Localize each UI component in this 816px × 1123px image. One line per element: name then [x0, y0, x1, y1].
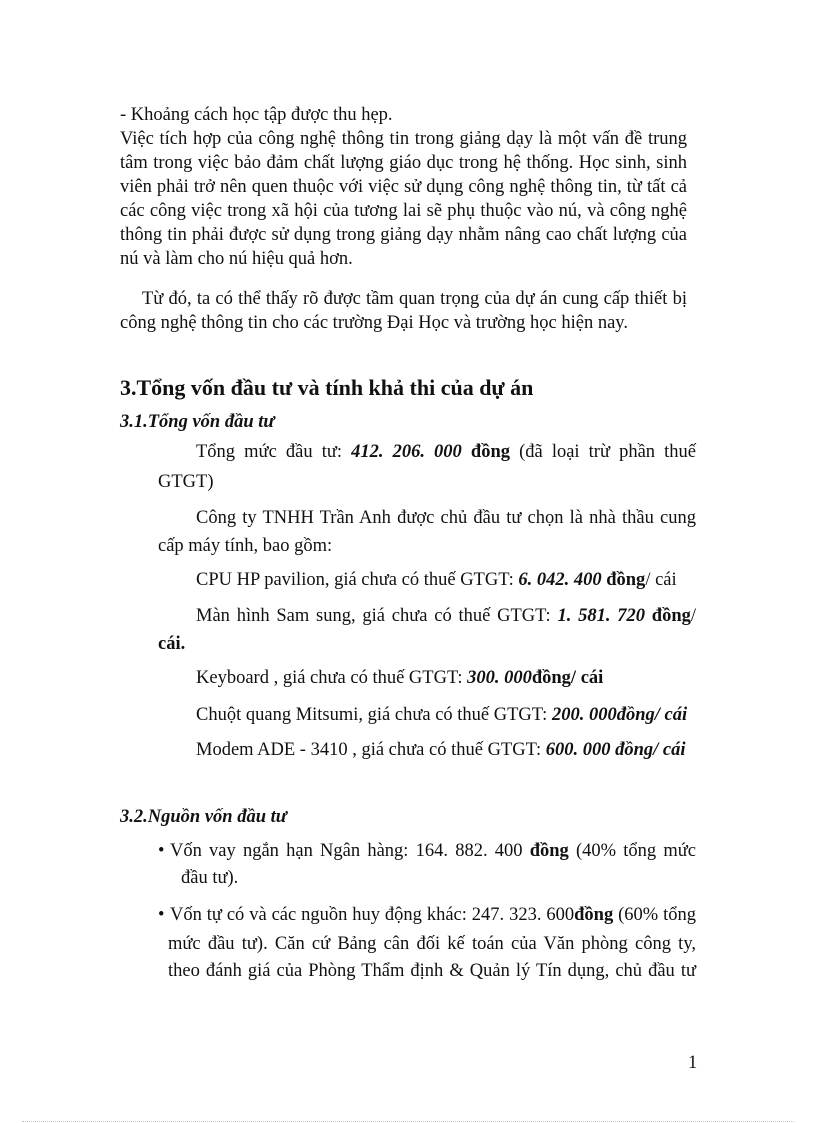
bullet-line-wrap: mức đầu tư). Căn cứ Bảng cân đối kế toán của Văn phòng công ty, [168, 934, 696, 954]
bullet-icon: • [158, 905, 165, 925]
item-suffix: / [690, 606, 696, 626]
bullet-bold: đồng [529, 841, 569, 861]
item-keyboard [196, 666, 603, 690]
item-unit: đồng/ cái [531, 668, 604, 688]
page-number: 1 [688, 1053, 698, 1073]
paragraph-line: thông tin phải được sử dụng trong giảng dạy nhằm nâng cao chất lượng của [120, 225, 687, 245]
item-price: 1. 581. 720 [557, 606, 645, 626]
bullet-text: (60% tổng [613, 905, 696, 925]
contractor-line: cấp máy tính, bao gồm: [158, 536, 333, 556]
item-label: Chuột quang Mitsumi, giá chưa có thuế GTGT: [196, 705, 552, 725]
bullet-text: (40% tổng mức [568, 841, 697, 861]
intro-line: - Khoảng cách học tập được thu hẹp. [120, 105, 393, 125]
paragraph-line: viên phải trở nên quen thuộc với việc sử dụng công nghệ thông tin, từ tất cả [120, 177, 687, 197]
paragraph-line: Từ đó, ta có thể thấy rõ được tầm quan trọng của dự án cung cấp thiết bị [142, 289, 687, 309]
total-investment-line [196, 440, 696, 464]
item-price: 200. 000 [551, 705, 617, 725]
paragraph-line: các công việc trong xã hội của tương lai sẽ phụ thuộc vào nú, và công nghệ [120, 201, 687, 221]
footer-divider [22, 1121, 794, 1122]
item-label: Màn hình Sam sung, giá chưa có thuế GTGT: [196, 606, 558, 626]
total-label: Tổng mức đầu tư: [196, 442, 352, 462]
item-unit: đồng [601, 570, 646, 590]
paragraph-line: Việc tích hợp của công nghệ thông tin trong giảng dạy là một vấn đề trung [120, 129, 687, 149]
item-modem [196, 738, 686, 762]
contractor-line: Công ty TNHH Trần Anh được chủ đầu tư chọn là nhà thầu cung [196, 508, 696, 528]
total-unit: đồng [461, 442, 510, 462]
bullet-text: Vốn tự có và các nguồn huy động khác: 247. 323. 600 [170, 905, 575, 925]
paragraph-line: nú và làm cho nú hiệu quả hơn. [120, 249, 353, 269]
item-mouse [196, 703, 687, 727]
item-unit: đồng/ cái [616, 705, 688, 725]
bullet-line [170, 839, 696, 863]
subsection-heading: 3.2.Nguồn vốn đầu tư [120, 807, 287, 827]
subsection-heading: 3.1.Tổng vốn đầu tư [120, 412, 275, 432]
item-monitor-wrap: cái. [158, 634, 186, 654]
paragraph-line: tâm trong việc bảo đảm chất lượng giáo dục trong hệ thống. Học sinh, sinh [120, 153, 687, 173]
item-label: Modem ADE - 3410 , giá chưa có thuế GTGT: [196, 740, 546, 760]
total-value: 412. 206. 000 [351, 442, 462, 462]
item-label: CPU HP pavilion, giá chưa có thuế GTGT: [196, 570, 519, 590]
paragraph-line: công nghệ thông tin cho các trường Đại Học và trường học hiện nay. [120, 313, 628, 333]
bullet-line [170, 903, 696, 927]
item-cpu [196, 568, 677, 592]
item-label: Keyboard , giá chưa có thuế GTGT: [196, 668, 468, 688]
item-monitor [196, 604, 696, 628]
item-unit: đồng/ cái [610, 740, 686, 760]
item-suffix: / cái [645, 570, 677, 590]
bullet-line-wrap: đầu tư). [181, 868, 239, 888]
item-price: 600. 000 [545, 740, 611, 760]
item-unit: đồng [645, 606, 691, 626]
bullet-line-wrap: theo đánh giá của Phòng Thẩm định & Quản lý Tín dụng, chủ đầu tư [168, 961, 696, 981]
bullet-text: Vốn vay ngắn hạn Ngân hàng: 164. 882. 400 [170, 841, 530, 861]
total-note: (đã loại trừ phần thuế [510, 442, 697, 462]
item-price: 300. 000 [467, 668, 532, 688]
section-heading: 3.Tổng vốn đầu tư và tính khả thi của dự án [120, 375, 534, 400]
item-price: 6. 042. 400 [518, 570, 602, 590]
bullet-bold: đồng [574, 905, 614, 925]
bullet-icon: • [158, 841, 165, 861]
total-note-wrap: GTGT) [158, 472, 214, 492]
